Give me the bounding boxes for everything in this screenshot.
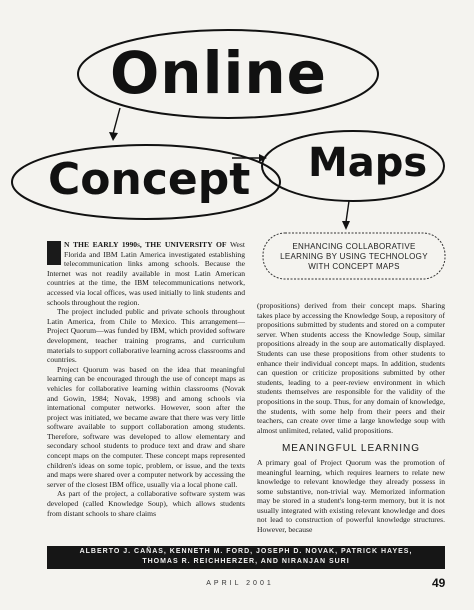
paragraph-1-text: West Florida and IBM Latin America investigated establishing telecommunication links among schools. Because the Internet was not readily available in most Latin American countries at the time, the IBM telecommunications network, accessed via local offices, was used initially to link students and schools throughout the region. (47, 240, 245, 307)
title-online: Online (110, 39, 327, 107)
page-number: 49 (432, 576, 446, 590)
title-maps: Maps (308, 140, 428, 186)
issue-date: APRIL 2001 (206, 580, 274, 587)
title-concept: Concept (48, 154, 251, 205)
paragraph-4: As part of the project, a collaborative software system was developed (called Knowledge Soup), which allows students from distant schools to share claims (47, 489, 245, 518)
callout-text (262, 242, 446, 272)
callout (262, 232, 446, 280)
lead-in: N THE EARLY 1990s, THE UNIVERSITY OF (64, 240, 227, 249)
left-column (47, 240, 245, 518)
callout-line-3: WITH CONCEPT MAPS (308, 262, 400, 271)
callout-line-1: ENHANCING COLLABORATIVE (292, 242, 416, 251)
arrowhead-maps-callout (342, 221, 350, 230)
right-column (257, 301, 445, 535)
paragraph-3: Project Quorum was based on the idea that meaningful learning can be encouraged through the use of concept maps as vehicles for collaborative learning within classrooms (Novak and Gowin, 1984; Novak, 1998) and among schools via international computer networks. However, soon after the project was initiated, we became aware that there was very little software available to support collaboration among students. Therefore, software was developed to allow elementary and secondary school students to produce text and draw and share concept maps on the computer. These concept maps represented children's ideas on some topic, problem, or issue, and the texts and maps were shared over a computer network by accessing the server of the closest IBM office, usually via a local phone call. (47, 364, 245, 489)
callout-line-2: LEARNING BY USING TECHNOLOGY (280, 252, 428, 261)
paragraph-2: The project included public and private schools throughout Latin America, from Chile to Mexico. This arrangement—Project Quorum—was funded by IBM, which provided software development, teacher training programs, and curriculum materials to support collaborative learning across classrooms and countries. (47, 307, 246, 365)
paragraph-6: A primary goal of Project Quorum was the promotion of meaningful learning, which requires learners to relate new knowledge to relevant knowledge they already possess in some substantive, non-trivial way. Memorized information may be stored in a student's long-term memory, but it is not usually integrated with existing relevant knowledge and does not lead to construction of powerful knowledge structures. However, because (257, 457, 445, 535)
drop-cap (47, 241, 61, 265)
arrow-online-concept (113, 108, 120, 134)
paragraph-5: (propositions) derived from their concept maps. Sharing takes place by accessing the Knowledge Soup, a repository of propositions submitted by students and stored on a computer server. When students access the Knowledge Soup, similar propositions already in the soup are automatically displayed. Students can use these propositions from other students to enhance their individual concept maps. In addition, students can question or criticize propositions submitted by other students, leading to a peer-review environment in which students themselves are responsible for the validity of the propositions in the soup. Thus, for any domain of knowledge, the students, with some help from their peers and their teachers, can create over time a large knowledge soup with almost unlimited, related, valid propositions. (257, 301, 445, 435)
paragraph-1 (47, 240, 245, 307)
author-banner (47, 546, 445, 569)
arrow-maps-callout (346, 201, 349, 222)
authors-line-2: THOMAS R. REICHHERZER, AND NIRANJAN SURI (142, 558, 350, 565)
section-heading: MEANINGFUL LEARNING (281, 443, 421, 455)
arrowhead-online-concept (109, 132, 118, 141)
authors-line-1: ALBERTO J. CAÑAS, KENNETH M. FORD, JOSEPH D. NOVAK, PATRICK HAYES, (79, 548, 413, 555)
